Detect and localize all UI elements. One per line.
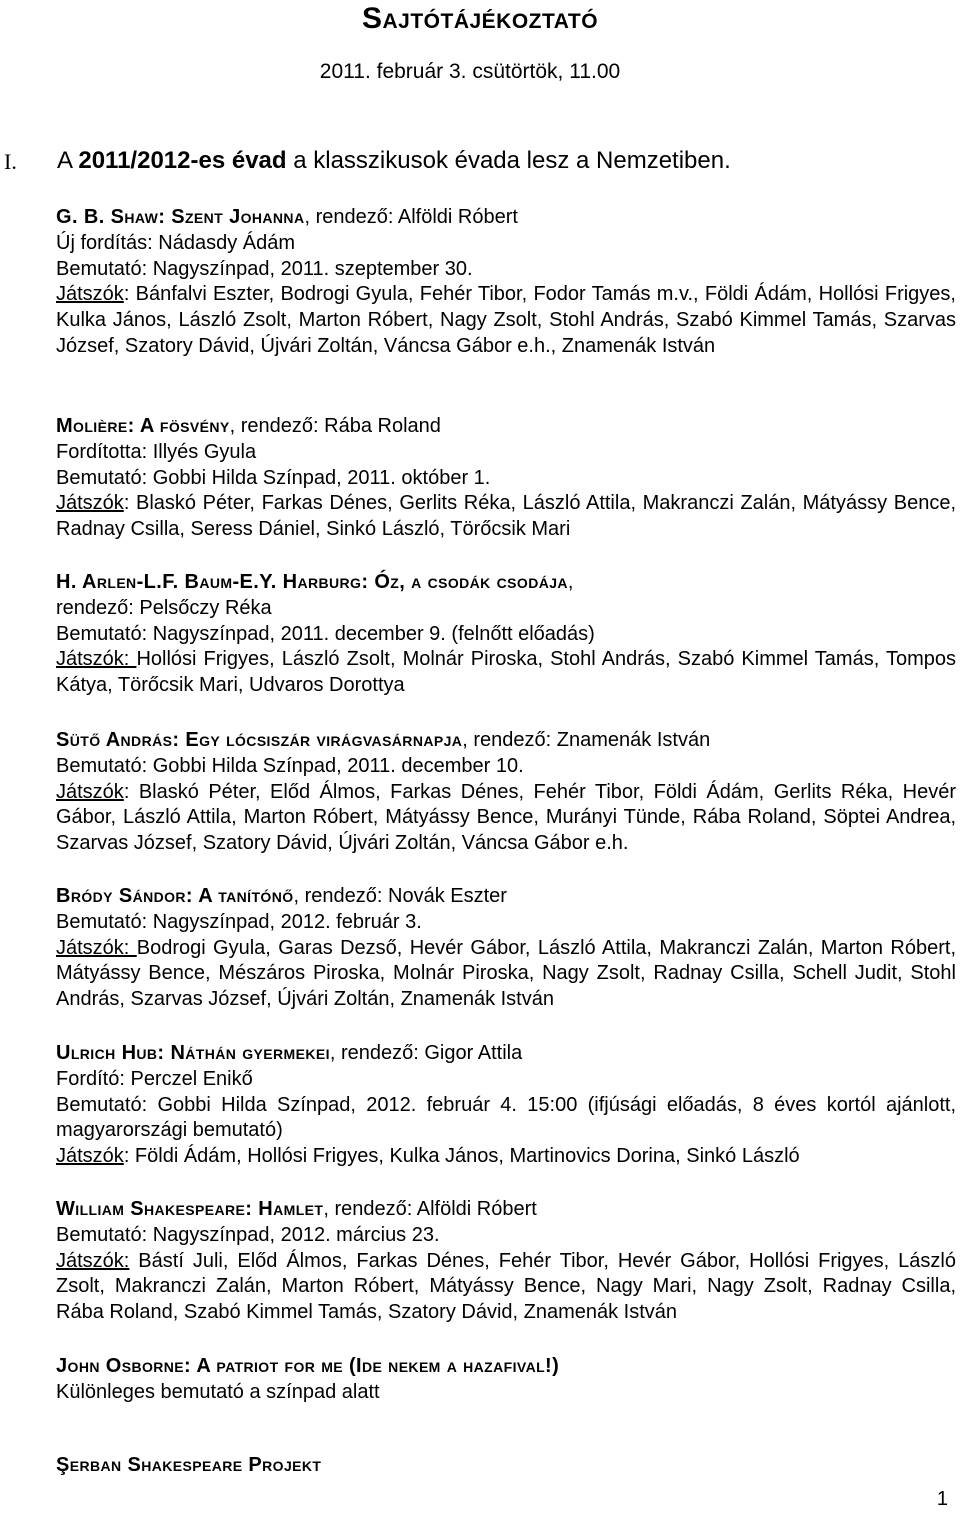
premiere-line: Bemutató: Nagyszínpad, 2011. szeptember 30.	[56, 257, 473, 280]
production-shaw	[56, 205, 956, 360]
production-heading: Şerban Shakespeare Projekt	[56, 1454, 322, 1476]
cast-list: Játszók: Bástí Juli, Előd Álmos, Farkas Dénes, Fehér Tibor, Hevér Gábor, Hollósi Frigyes, László Zsolt, Makranczi Zalán, Marton Róbert, Mátyássy Bence, Nagy Mari, Nagy Zsolt, Radnay Csilla, Rába Roland, Szabó Kimmel Tamás, Szatory Dávid, Znamenák István	[56, 1249, 956, 1324]
cast-list: Játszók: Blaskó Péter, Előd Álmos, Farkas Dénes, Fehér Tibor, Földi Ádám, Gerlits Réka, Hevér Gábor, László Attila, Marton Róbert, Mátyássy Bence, Murányi Tünde, Rába Roland, Söptei Andrea, Szarvas József, Szatory Dávid, Újvári Zoltán, Váncsa Gábor e.h.	[56, 780, 956, 855]
translation-line: Új fordítás: Nádasdy Ádám	[56, 231, 295, 254]
premiere-line: Bemutató: Nagyszínpad, 2011. december 9. (felnőtt előadás)	[56, 622, 595, 645]
press-date: 2011. február 3. csütörtök, 11.00	[319, 60, 621, 83]
cast-list: Játszók: Blaskó Péter, Farkas Dénes, Gerlits Réka, László Attila, Makranczi Zalán, Mátyássy Bence, Radnay Csilla, Seress Dániel, Sinkó László, Törőcsik Mari	[56, 492, 956, 541]
production-heading: G. B. Shaw: Szent Johanna, rendező: Alföldi Róbert	[56, 206, 518, 228]
production-heading: William Shakespeare: Hamlet, rendező: Alföldi Róbert	[56, 1198, 537, 1220]
production-hamlet	[56, 1197, 956, 1326]
cast-list: Játszók: Bodrogi Gyula, Garas Dezső, Hevér Gábor, László Attila, Makranczi Zalán, Marton Róbert, Mátyássy Bence, Mészáros Piroska, Molnár Piroska, Nagy Zsolt, Radnay Csilla, Schell Judit, Stohl András, Szarvas József, Újvári Zoltán, Znamenák István	[56, 936, 956, 1011]
director-line: rendező: Pelsőczy Réka	[56, 596, 272, 619]
production-oz	[56, 570, 956, 699]
production-moliere	[56, 414, 956, 543]
premiere-line: Bemutató: Nagyszínpad, 2012. február 3.	[56, 910, 422, 933]
translation-line: Fordító: Perczel Enikő	[56, 1067, 253, 1090]
cast-list: Játszók: Hollósi Frigyes, László Zsolt, Molnár Piroska, Stohl András, Szabó Kimmel Tamás, Tompos Kátya, Törőcsik Mari, Udvaros Dorottya	[56, 648, 956, 697]
production-hub	[56, 1041, 956, 1170]
production-serban	[56, 1453, 956, 1479]
cast-list: Játszók: Földi Ádám, Hollósi Frigyes, Kulka János, Martinovics Dorina, Sinkó László	[56, 1145, 800, 1168]
page-title: Sajtótájékoztató	[361, 2, 599, 35]
premiere-line: Bemutató: Gobbi Hilda Színpad, 2011. december 10.	[56, 754, 524, 777]
premiere-line: Különleges bemutató a színpad alatt	[56, 1380, 380, 1403]
translation-line: Fordította: Illyés Gyula	[56, 440, 257, 463]
cast-list: Játszók: Bánfalvi Eszter, Bodrogi Gyula, Fehér Tibor, Fodor Tamás m.v., Földi Ádám, Hollósi Frigyes, Kulka János, László Zsolt, Marton Róbert, Nagy Zsolt, Stohl András, Szabó Kimmel Tamás, Szarvas József, Szatory Dávid, Újvári Zoltán, Váncsa Gábor e.h., Znamenák István	[56, 283, 956, 357]
production-heading: Sütő András: Egy lócsiszár virágvasárnapja, rendező: Znamenák István	[56, 729, 711, 751]
production-osborne	[56, 1354, 956, 1406]
production-suto	[56, 728, 956, 857]
production-heading: Molière: A fösvény, rendező: Rába Roland	[56, 415, 441, 437]
page-number: 1	[936, 1488, 948, 1510]
production-brody	[56, 884, 956, 1013]
production-heading: John Osborne: A patriot for me (Ide nekem a hazafival!)	[56, 1355, 560, 1377]
production-heading: H. Arlen-L.F. Baum-E.Y. Harburg: Óz, a csodák csodája,	[56, 571, 574, 593]
premiere-line: Bemutató: Gobbi Hilda Színpad, 2011. október 1.	[56, 466, 491, 489]
production-heading: Bródy Sándor: A tanítónő, rendező: Novák Eszter	[56, 885, 507, 907]
roman-numeral: I.	[4, 149, 17, 174]
premiere-line: Bemutató: Gobbi Hilda Színpad, 2012. február 4. 15:00 (ifjúsági előadás, 8 éves kortól ajánlott, magyarországi bemutató)	[56, 1093, 956, 1142]
intro-text: A 2011/2012-es évad a klasszikusok évada lesz a Nemzetiben.	[57, 147, 731, 174]
premiere-line: Bemutató: Nagyszínpad, 2012. március 23.	[56, 1223, 440, 1246]
production-heading: Ulrich Hub: Náthán gyermekei, rendező: Gigor Attila	[56, 1042, 523, 1064]
